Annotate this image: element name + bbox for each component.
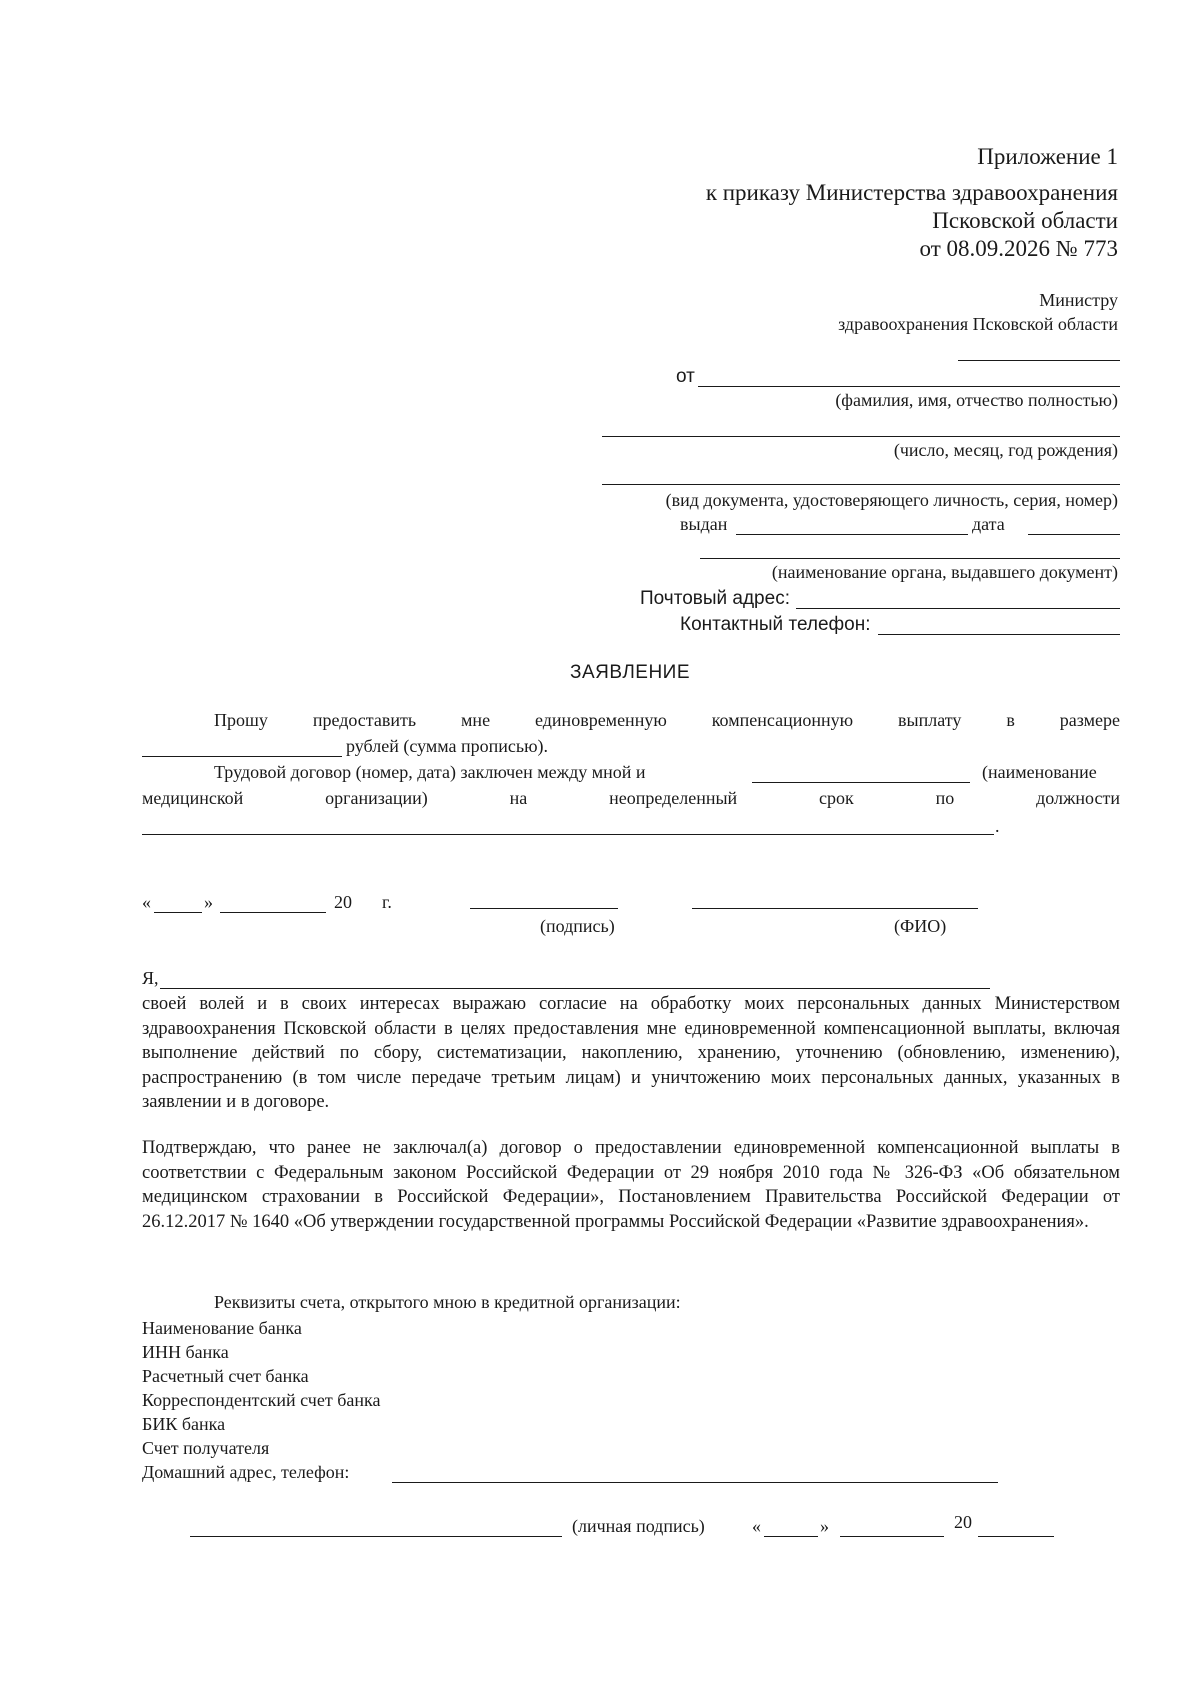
bank-name-label: Наименование банка: [142, 1318, 302, 1338]
issue-date-label: дата: [972, 514, 1005, 534]
consent-name-field[interactable]: [160, 988, 990, 989]
addressee-underline: [958, 360, 1120, 361]
fio-field[interactable]: [692, 908, 978, 909]
footer-month-field[interactable]: [840, 1536, 944, 1537]
full-name-field[interactable]: [698, 386, 1120, 387]
issued-label: выдан: [680, 514, 728, 534]
order-reference: к приказу Министерства здравоохранения: [705, 180, 1118, 205]
month-field[interactable]: [220, 912, 326, 913]
statement-title: ЗАЯВЛЕНИЕ: [569, 662, 691, 683]
order-date-number: от 08.09.2026 № 773: [919, 236, 1118, 261]
postal-address-label: Почтовый адрес:: [640, 588, 790, 609]
full-name-hint: (фамилия, имя, отчество полностью): [835, 390, 1118, 410]
birth-date-hint: (число, месяц, год рождения): [893, 440, 1118, 460]
signature-field[interactable]: [470, 908, 618, 909]
footer-day-field[interactable]: [764, 1536, 818, 1537]
footer-year-prefix: 20: [954, 1512, 972, 1532]
issuing-authority-field[interactable]: [700, 558, 1120, 559]
issuing-authority-hint: (наименование органа, выдавшего документ): [771, 562, 1118, 582]
issue-date-field[interactable]: [1028, 534, 1120, 535]
bik-label: БИК банка: [142, 1414, 226, 1434]
birth-date-field[interactable]: [602, 436, 1120, 437]
payment-amount-field[interactable]: [142, 756, 342, 757]
request-line-2: рублей (сумма прописью).: [346, 736, 549, 756]
correspondent-account-label: Корреспондентский счет банка: [142, 1390, 381, 1410]
footer-day-open-quote: «: [752, 1516, 761, 1536]
recipient-account-label: Счет получателя: [142, 1438, 270, 1458]
footer-day-close-quote: »: [820, 1516, 829, 1536]
employment-line-1: Трудовой договор (номер, дата) заключен между мной и: [214, 762, 646, 782]
personal-signature-field[interactable]: [190, 1536, 562, 1537]
medical-organization-field[interactable]: [752, 782, 970, 783]
home-address-field[interactable]: [392, 1482, 998, 1483]
year-prefix: 20: [334, 892, 352, 912]
day-open-quote: «: [142, 892, 151, 912]
footer-year-field[interactable]: [978, 1536, 1054, 1537]
bank-intro: Реквизиты счета, открытого мною в кредитной организации:: [214, 1292, 681, 1312]
day-close-quote: »: [204, 892, 213, 912]
confirmation-text: Подтверждаю, что ранее не заключал(а) договор о предоставлении единовременной компенсационной выплаты в соответствии с Федеральным законом Российской Федерации от 29 ноября 2010 года № 326-ФЗ «Об обязательном медицинском страховании в Российской Федерации», Постановлением Правительства Российской Федерации от 26.12.2017 № 1640 «Об утверждении государственной программы Российской Федерации «Развитие здравоохранения».: [142, 1138, 1120, 1232]
issued-by-field[interactable]: [736, 534, 968, 535]
addressee-organization: здравоохранения Псковской области: [838, 314, 1118, 334]
phone-field[interactable]: [878, 634, 1120, 635]
employment-line-2: медицинской организации) на неопределенный срок по должности: [142, 788, 1120, 808]
from-label: от: [676, 366, 695, 387]
position-end-dot: .: [995, 816, 1000, 836]
consent-prefix: Я,: [142, 968, 159, 988]
settlement-account-label: Расчетный счет банка: [142, 1366, 309, 1386]
signature-hint: (подпись): [540, 916, 615, 936]
addressee-title: Министру: [1039, 290, 1118, 310]
request-line-1: Прошу предоставить мне единовременную компенсационную выплату в размере: [214, 710, 1120, 730]
consent-text: своей волей и в своих интересах выражаю согласие на обработку моих персональных данных Министерством здравоохранения Псковской области в целях предоставления мне единовременной компенсационной выплаты, включая выполнение действий по сбору, систематизации, накоплению, хранению, уточнению (обновлению, изменению), распространению (в том числе передаче третьим лицам) и уничтожению моих персональных данных, указанных в заявлении и в договоре.: [142, 994, 1120, 1113]
id-document-field[interactable]: [602, 484, 1120, 485]
region-name: Псковской области: [932, 208, 1118, 233]
position-field[interactable]: [142, 834, 994, 835]
appendix-number: Приложение 1: [977, 144, 1118, 169]
organization-hint: (наименование: [982, 762, 1097, 782]
home-address-label: Домашний адрес, телефон:: [142, 1462, 350, 1482]
fio-hint: (ФИО): [894, 916, 947, 936]
year-suffix: г.: [382, 892, 392, 912]
postal-address-field[interactable]: [796, 608, 1120, 609]
personal-signature-hint: (личная подпись): [572, 1516, 705, 1536]
bank-inn-label: ИНН банка: [142, 1342, 229, 1362]
id-document-hint: (вид документа, удостоверяющего личность, серия, номер): [665, 490, 1118, 510]
phone-label: Контактный телефон:: [680, 614, 871, 635]
day-field[interactable]: [154, 912, 202, 913]
